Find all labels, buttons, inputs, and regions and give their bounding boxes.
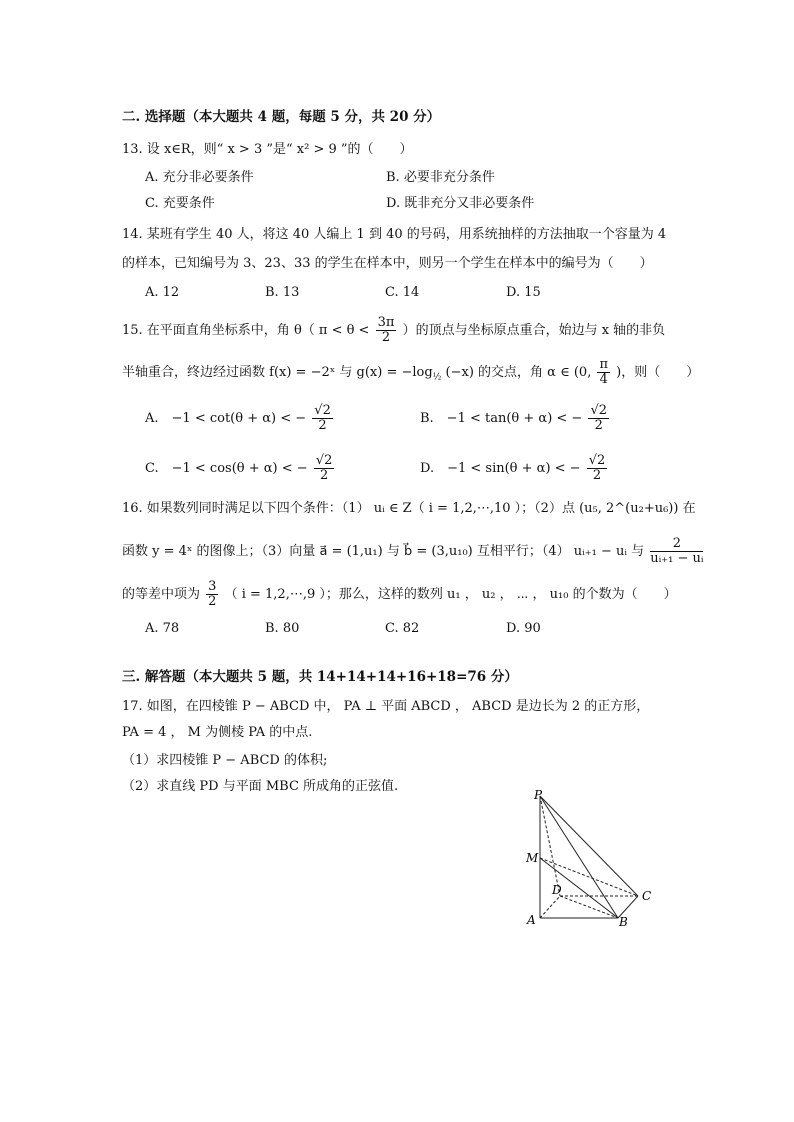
q15-line-2-c: )，则（ ） [616,365,700,380]
frac-numerator: 2 [650,537,703,552]
q16-line-3-a: 的等差中项为 [122,587,201,602]
edge-DB [560,896,618,918]
q15-line-1 [122,316,665,345]
q15-line-2 [122,358,699,387]
label-M: M [526,851,539,865]
frac-numerator: √2 [588,453,606,468]
frac-numerator: √2 [315,453,333,468]
q16-line-2 [122,537,705,566]
q16-line-2-a: 函数 y = 4ˣ 的图像上；（3）向量 a⃗ = (1,u₁) 与 b⃗ = (3,u₁₀) 互相平行；（4） uᵢ₊₁ − uᵢ 与 [122,544,645,559]
frac-denominator: 2 [208,594,217,609]
q14-option-d: D. 15 [506,285,541,300]
q14-option-b: B. 13 [265,285,300,300]
q15-option-a [145,404,335,433]
log-base: ½ [432,372,442,383]
q13-option-a: A. 充分非必要条件 [145,170,254,185]
q15-frac-pi-4 [597,358,610,387]
frac-root2-over-2 [588,404,609,433]
q14-line-2: 的样本，已知编号为 3、23、33 的学生在样本中，则另一个学生在样本中的编号为（ ） [122,256,653,271]
q15-option-d-text: D. −1 < sin(θ + α) < − [420,461,581,476]
frac-root2-over-2 [314,454,335,483]
edge-PC [540,796,638,896]
frac-denominator: 2 [594,418,603,433]
frac-denominator: 2 [592,468,602,483]
q15-option-c-text: C. −1 < cos(θ + α) < − [145,461,308,476]
q16-frac-2-over-diff [650,537,703,566]
q15-line-1-a: 15. 在平面直角坐标系中，角 θ（ π < θ < [122,323,370,338]
q14-option-a: A. 12 [145,285,180,300]
label-C: C [642,889,652,903]
frac-numerator: 3π [377,315,395,330]
section-2-title: 二. 选择题（本大题共 4 题，每题 5 分，共 20 分） [122,109,441,125]
q17-part-2: （2）求直线 PD 与平面 MBC 所成角的正弦值. [122,779,399,794]
label-D: D [552,883,562,897]
q15-option-d [420,454,609,483]
q14-line-1: 14. 某班有学生 40 人，将这 40 人编上 1 到 40 的号码，用系统抽样的方法抽取一个容量为 4 [122,227,667,242]
q15-line-1-b: ）的顶点与坐标原点重合，始边与 x 轴的非负 [402,323,666,338]
q17-line-2: PA = 4 ， M 为侧棱 PA 的中点. [122,725,313,740]
q14-option-c: C. 14 [385,285,420,300]
q15-line-2-a: 半轴重合，终边经过函数 f(x) = −2ˣ 与 g(x) = −log [122,365,433,380]
q17-part-1: （1）求四棱锥 P − ABCD 的体积; [122,753,328,768]
label-A: A [527,913,536,927]
frac-numerator: π [599,357,609,372]
q16-option-c: C. 82 [385,621,420,636]
section-3-title: 三. 解答题（本大题共 5 题，共 14+14+14+16+18=76 分） [122,669,518,685]
q15-frac-3pi-2 [376,316,397,345]
frac-numerator: 3 [208,579,217,594]
q15-option-a-text: A. −1 < cot(θ + α) < − [145,411,307,426]
q15-line-2-b: (−x) 的交点，角 α ∈ (0, [445,365,592,380]
q16-option-a: A. 78 [145,621,180,636]
frac-denominator: 2 [318,418,327,433]
frac-numerator: √2 [314,403,331,418]
q15-option-c [145,454,336,483]
frac-denominator: 2 [381,330,391,345]
label-B: B [619,915,628,929]
q13-option-c: C. 充要条件 [145,196,215,211]
q16-option-b: B. 80 [265,621,300,636]
frac-denominator: uᵢ₊₁ − uᵢ [650,551,704,566]
pyramid-figure [520,786,660,932]
q16-line-3-b: （ i = 1,2,⋯,9 ）；那么，这样的数列 u₁ ， u₂ ， ⋯ ， u₁₀ 的个数为（ ） [224,587,677,602]
q13-option-b: B. 必要非充分条件 [386,170,495,185]
q16-line-3 [122,580,677,609]
frac-root2-over-2 [312,404,333,433]
label-P: P [534,788,543,802]
q15-option-b-text: B. −1 < tan(θ + α) < − [420,411,583,426]
q13-option-d: D. 既非充分又非必要条件 [386,196,535,211]
q16-frac-3-over-2 [206,580,218,609]
edge-AD [540,896,560,918]
q16-line-1: 16. 如果数列同时满足以下四个条件：（1） uᵢ ∈ Z（ i = 1,2,⋯,10 ）；（2）点 (u₅, 2^(u₂+u₆)) 在 [122,501,696,516]
frac-denominator: 4 [599,372,608,387]
q13-stem: 13. 设 x∈R，则“ x > 3 ”是“ x² > 9 ”的（ ） [122,142,413,157]
q16-option-d: D. 90 [506,621,541,636]
frac-denominator: 2 [319,468,329,483]
frac-root2-over-2 [587,454,608,483]
frac-numerator: √2 [590,403,608,418]
q17-line-1: 17. 如图，在四棱锥 P − ABCD 中， PA ⊥ 平面 ABCD ， ABCD 是边长为 2 的正方形， [122,699,650,714]
q15-option-b [420,404,611,433]
